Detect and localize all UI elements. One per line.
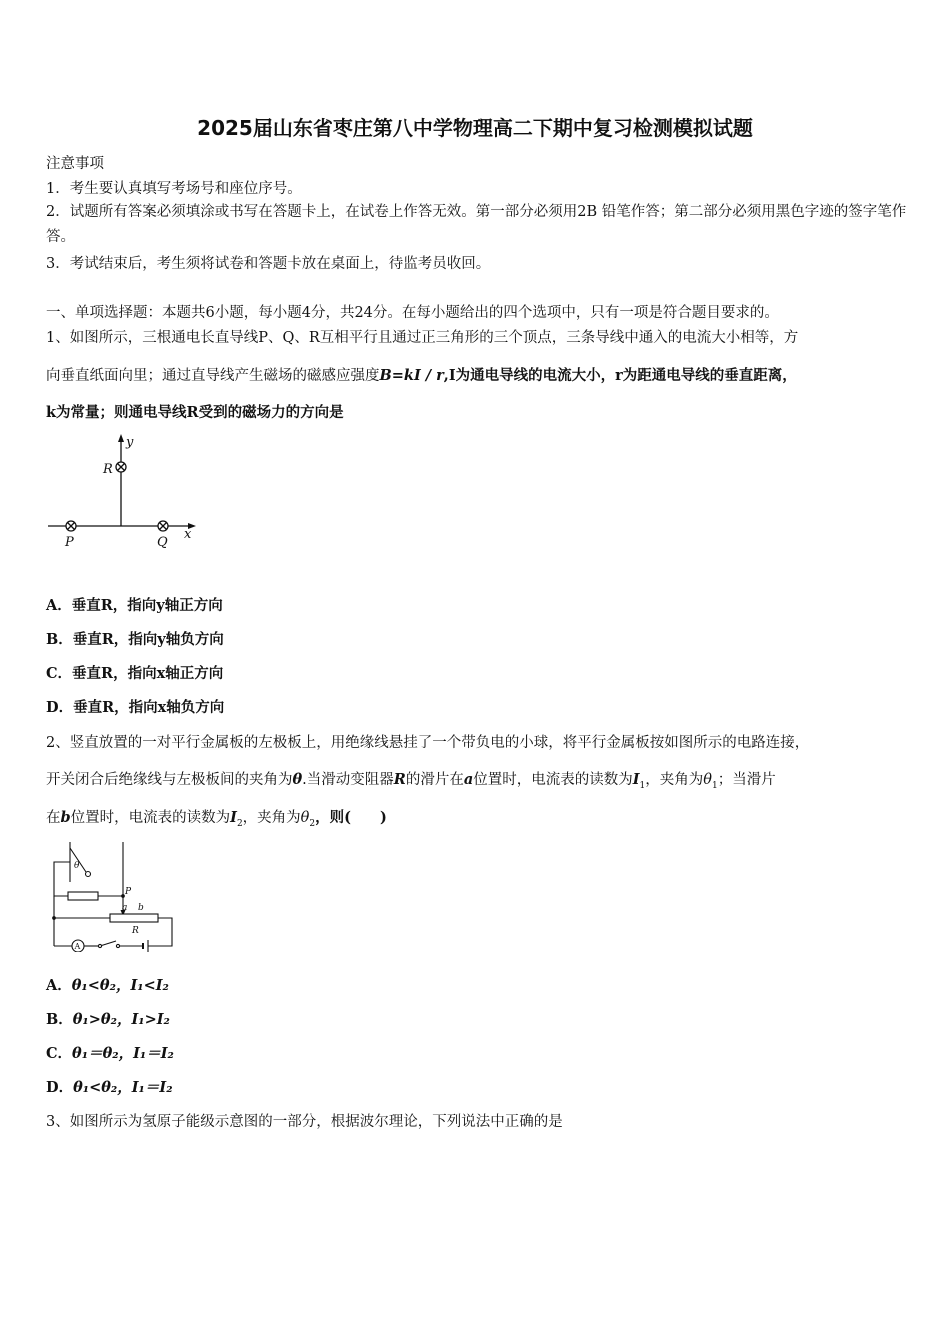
y-axis-arrow-icon bbox=[118, 434, 124, 442]
q2-option-d-letter: D． bbox=[46, 1079, 74, 1096]
label-p: P bbox=[65, 535, 74, 550]
q1-option-c: C．垂直R，指向x轴正方向 bbox=[46, 665, 224, 682]
q2-l2-t2: .当滑动变阻器 bbox=[302, 772, 394, 788]
q2-option-b-text: θ₁>θ₂，I₁>I₂ bbox=[72, 1011, 170, 1028]
label-ammeter: A bbox=[74, 942, 81, 951]
q2-l2-theta: θ bbox=[292, 771, 303, 788]
wire-left-top bbox=[54, 862, 70, 896]
charged-ball-icon bbox=[86, 872, 91, 877]
label-r: R bbox=[103, 462, 113, 477]
q2-l2-t1: 开关闭合后绝缘线与左极板间的夹角为 bbox=[46, 772, 293, 788]
q1-line-2b: ,I为通电导线的电流大小，r为距通电导线的垂直距离， bbox=[443, 367, 797, 384]
q2-option-c bbox=[46, 1042, 174, 1063]
q2-circuit-figure bbox=[48, 840, 180, 952]
q2-l2-sub2: 1 bbox=[712, 780, 718, 791]
q1-line-2 bbox=[46, 364, 797, 385]
q2-l2-t6: ；当滑片 bbox=[717, 772, 776, 788]
label-b: b bbox=[138, 903, 144, 913]
q2-option-a bbox=[46, 974, 169, 995]
switch-contact-left bbox=[98, 944, 101, 947]
label-a: a bbox=[122, 903, 128, 913]
fixed-resistor-icon bbox=[68, 892, 98, 900]
q2-l3-i2: I bbox=[230, 809, 237, 826]
q2-l2-a: a bbox=[463, 771, 474, 788]
q1-line-1: 1、如图所示，三根通电长直导线P、Q、R互相平行且通过正三角形的三个顶点，三条导线中通入的电流大小相等，方 bbox=[46, 330, 799, 346]
rheostat-icon bbox=[110, 914, 158, 922]
wire-r-icon bbox=[116, 462, 126, 472]
q2-l3-t4: ，则( ) bbox=[315, 809, 387, 826]
q2-option-c-text: θ₁＝θ₂，I₁＝I₂ bbox=[72, 1045, 174, 1062]
label-p: P bbox=[125, 887, 132, 897]
q2-l2-r: R bbox=[393, 771, 406, 788]
label-r: R bbox=[132, 926, 139, 936]
notice-heading: 注意事项 bbox=[46, 156, 104, 172]
q2-line-3 bbox=[46, 806, 387, 829]
q2-line-1: 2、竖直放置的一对平行金属板的左极板上，用绝缘线悬挂了一个带负电的小球，将平行金属板按如图所示的电路连接， bbox=[46, 735, 810, 751]
q2-option-c-letter: C． bbox=[46, 1045, 73, 1062]
q2-l2-t4: 位置时，电流表的读数为 bbox=[473, 772, 633, 788]
q2-l3-t1: 在 bbox=[46, 810, 61, 826]
notice-item-2: 2．试题所有答案必须填涂或书写在答题卡上，在试卷上作答无效。第一部分必须用2B 铅笔作答；第二部分必须用黑色字迹的签字笔作答。 bbox=[46, 204, 907, 245]
q2-option-d-text: θ₁<θ₂，I₁＝I₂ bbox=[73, 1079, 173, 1096]
q2-l2-sub1: 1 bbox=[639, 780, 646, 791]
q1-line-2a: 向垂直纸面向里；通过直导线产生磁场的磁感应强度 bbox=[46, 368, 380, 384]
switch-lever bbox=[100, 941, 116, 946]
q1-line-3: k为常量；则通电导线R受到的磁场力的方向是 bbox=[46, 404, 344, 421]
q2-l3-b: b bbox=[60, 809, 71, 826]
wire-right-plate bbox=[98, 882, 123, 896]
page-title: 2025届山东省枣庄第八中学物理高二下期中复习检测模拟试题 bbox=[197, 116, 753, 140]
q2-l3-t2: 位置时，电流表的读数为 bbox=[70, 810, 231, 826]
junction-dot bbox=[122, 895, 125, 898]
q1-figure bbox=[44, 432, 204, 552]
q2-l3-theta2: θ bbox=[300, 810, 310, 826]
wire-q-icon bbox=[158, 521, 168, 531]
q1-option-a: A．垂直R，指向y轴正方向 bbox=[46, 597, 223, 614]
q2-l3-sub2: 2 bbox=[309, 818, 316, 829]
q3-line-1: 3、如图所示为氢原子能级示意图的一部分，根据波尔理论，下列说法中正确的是 bbox=[46, 1114, 563, 1130]
label-x: x bbox=[184, 527, 192, 542]
q1-formula: B=kI / r bbox=[379, 367, 444, 384]
switch-contact-right bbox=[116, 944, 119, 947]
q2-l2-t3: 的滑片在 bbox=[405, 772, 464, 788]
q2-option-b-letter: B． bbox=[46, 1011, 73, 1028]
label-q: Q bbox=[157, 535, 168, 550]
q2-l3-sub1: 2 bbox=[236, 818, 243, 829]
junction-dot bbox=[53, 917, 56, 920]
q2-l2-theta1: θ bbox=[703, 772, 713, 788]
q2-l2-t5: ，夹角为 bbox=[645, 772, 704, 788]
notice-item-3: 3．考试结束后，考生须将试卷和答题卡放在桌面上，待监考员收回。 bbox=[46, 256, 491, 272]
q2-option-d bbox=[46, 1076, 173, 1097]
q2-l3-t3: ，夹角为 bbox=[242, 810, 301, 826]
label-y: y bbox=[126, 435, 134, 450]
wire-p-icon bbox=[66, 521, 76, 531]
q2-option-a-letter: A． bbox=[46, 977, 72, 994]
notice-item-1: 1．考生要认真填写考场号和座位序号。 bbox=[46, 181, 302, 197]
q1-option-d: D．垂直R，指向x轴负方向 bbox=[46, 699, 225, 716]
q2-option-b bbox=[46, 1008, 170, 1029]
q2-option-a-text: θ₁<θ₂，I₁<I₂ bbox=[71, 977, 169, 994]
q2-line-2 bbox=[46, 768, 776, 791]
label-theta: θ bbox=[74, 861, 80, 871]
section-heading: 一、单项选择题：本题共6小题，每小题4分，共24分。在每小题给出的四个选项中，只有一项是符合题目要求的。 bbox=[46, 305, 779, 321]
q2-l2-i1: I bbox=[632, 771, 640, 788]
q1-option-b: B．垂直R，指向y轴负方向 bbox=[46, 631, 224, 648]
